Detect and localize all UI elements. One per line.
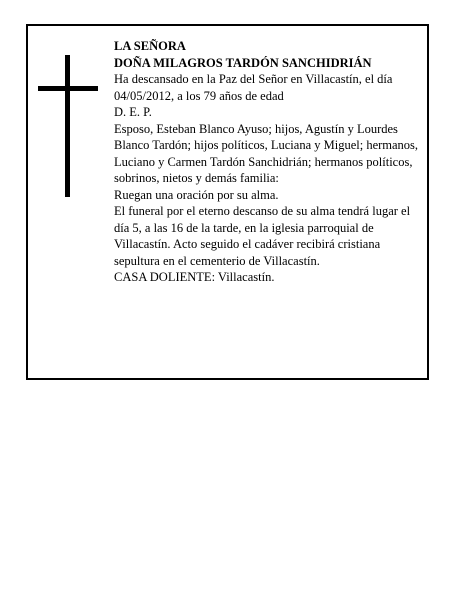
cross-vertical-bar (65, 55, 70, 197)
rip-line: D. E. P. (114, 105, 152, 119)
mourning-house: CASA DOLIENTE: Villacastín. (114, 270, 275, 284)
honorific: LA SEÑORA (114, 39, 186, 53)
obituary-text (114, 38, 424, 286)
deceased-name: DOÑA MILAGROS TARDÓN SANCHIDRIÁN (114, 55, 372, 70)
funeral-details: El funeral por el eterno descanso de su alma tendrá lugar el día 5, a las 16 de la tarde, en la iglesia parroquial de Villacastín. Acto seguido el cadáver recibirá cristiana sepultura en el cementerio de Villacastín. (114, 204, 411, 268)
cross-horizontal-bar (38, 86, 98, 91)
family-list: Esposo, Esteban Blanco Ayuso; hijos, Agustín y Lourdes Blanco Tardón; hijos políticos, Luciana y Miguel; hermanos, Luciano y Carmen Tardón Sanchidrián; hermanos políticos, sobrinos, nietos y demás familia: (114, 121, 419, 185)
prayer-request: Ruegan una oración por su alma. (114, 187, 279, 202)
cross-icon (38, 55, 98, 197)
death-notice: Ha descansado en la Paz del Señor en Villacastín, el día 04/05/2012, a los 79 años de edad (114, 72, 393, 103)
